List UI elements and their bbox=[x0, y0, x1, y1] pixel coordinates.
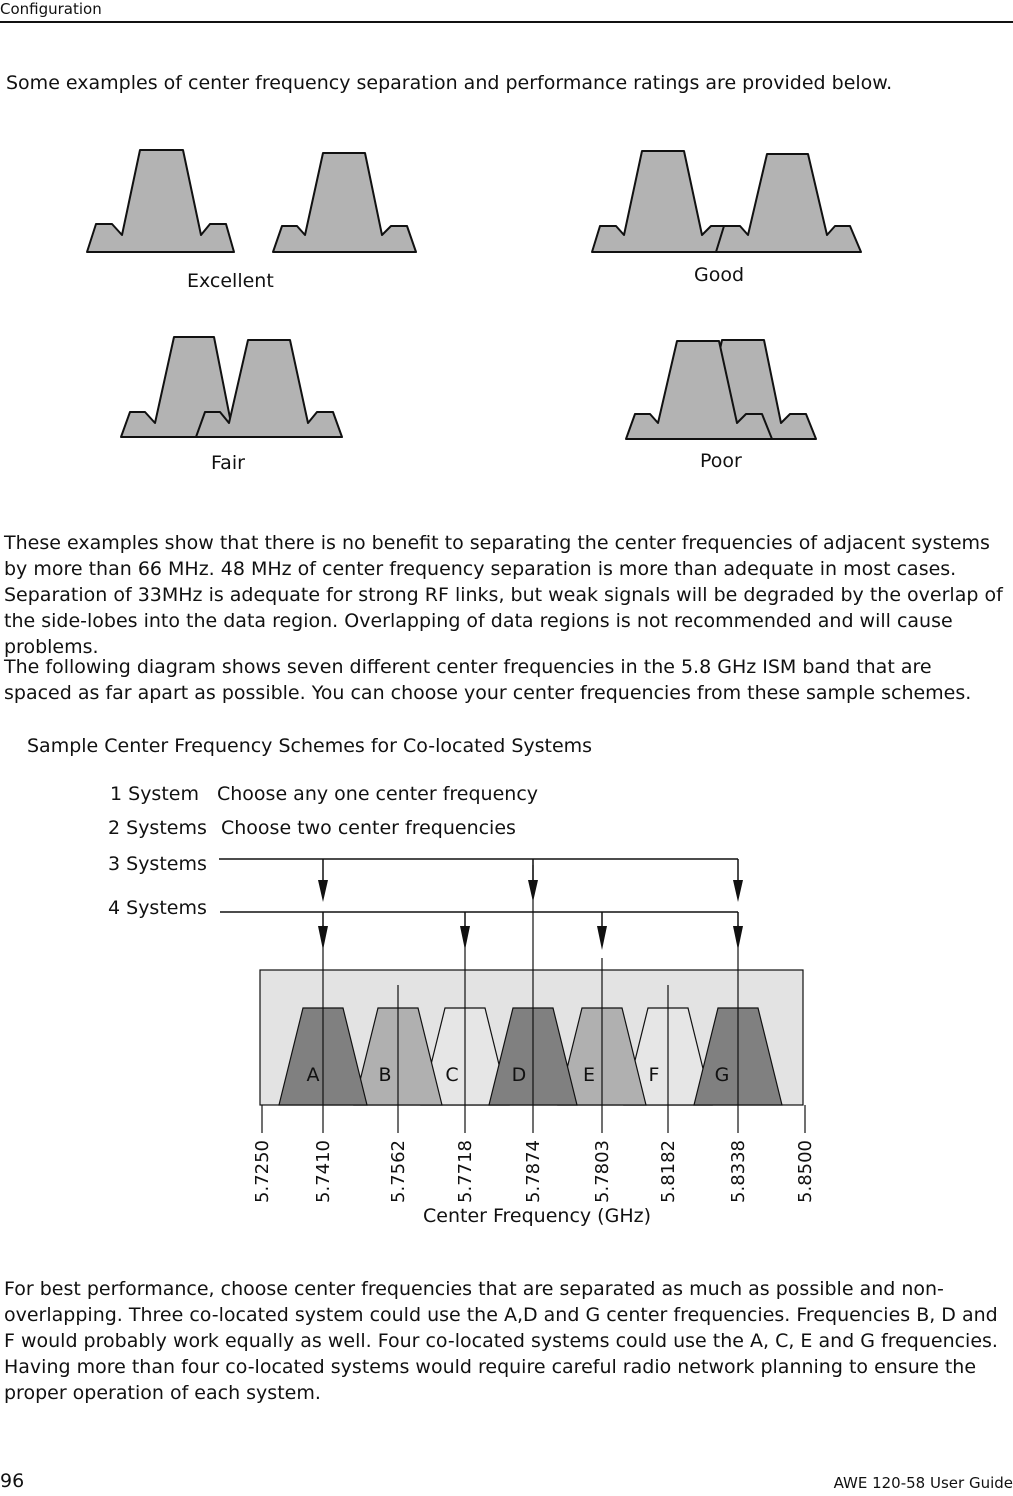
excellent-spectrum-right bbox=[273, 153, 416, 252]
rating-label-good: Good bbox=[694, 264, 745, 286]
frequency-tick-label: 5.7410 bbox=[313, 1140, 334, 1203]
arrow-head-3-a bbox=[318, 880, 328, 902]
arrow-head-3-g bbox=[733, 880, 743, 902]
page-number: 96 bbox=[0, 1470, 25, 1492]
diagram-title: Sample Center Frequency Schemes for Co-located Systems bbox=[27, 735, 593, 757]
system-1-label: 1 System bbox=[110, 783, 199, 805]
frequency-tick-label: 5.8338 bbox=[728, 1140, 749, 1203]
frequency-tick-label: 5.8182 bbox=[658, 1140, 679, 1203]
channel-label-b: B bbox=[378, 1064, 392, 1086]
system-1-desc: Choose any one center frequency bbox=[217, 783, 539, 805]
separation-paragraph: These examples show that there is no benefit to separating the center frequencies of adjacent systems by more than 66 MHz. 48 MHz of center frequency separation is more than adequate in most cases. Separation of 33MHz is adequate for strong RF links, but weak signals will be degraded by the overlap of the side-lobes into the data region. Overlapping of data regions is not recommended and will cause problems. bbox=[4, 532, 1003, 658]
frequency-tick-label: 5.7250 bbox=[252, 1140, 273, 1203]
rating-label-poor: Poor bbox=[700, 450, 742, 472]
frequency-tick-label: 5.7718 bbox=[455, 1140, 476, 1203]
system-3-label: 3 Systems bbox=[108, 853, 207, 875]
frequency-tick-label: 5.7874 bbox=[523, 1140, 544, 1203]
arrow-head-4-e bbox=[597, 926, 607, 950]
good-spectrum-left bbox=[592, 151, 735, 252]
channel-label-c: C bbox=[445, 1064, 459, 1086]
diagram-intro-paragraph: The following diagram shows seven different center frequencies in the 5.8 GHz ISM band that are spaced as far apart as possible. You can choose your center frequencies from these sample schemes. bbox=[4, 656, 972, 704]
good-spectrum-right bbox=[716, 154, 861, 252]
system-2-label: 2 Systems bbox=[108, 817, 207, 839]
section-header: Configuration bbox=[0, 0, 102, 18]
channel-label-g: G bbox=[714, 1064, 730, 1086]
x-axis-label: Center Frequency (GHz) bbox=[423, 1205, 651, 1227]
rating-label-excellent: Excellent bbox=[187, 270, 274, 292]
rating-label-fair: Fair bbox=[211, 452, 245, 474]
system-2-desc: Choose two center frequencies bbox=[221, 817, 516, 839]
guide-title: AWE 120-58 User Guide bbox=[833, 1474, 1013, 1492]
channel-label-e: E bbox=[582, 1064, 596, 1086]
system-4-label: 4 Systems bbox=[108, 897, 207, 919]
intro-paragraph: Some examples of center frequency separation and performance ratings are provided below. bbox=[6, 72, 893, 94]
frequency-scheme-diagram bbox=[0, 840, 1013, 1240]
frequency-tick-label: 5.8500 bbox=[795, 1140, 816, 1203]
header-rule bbox=[0, 21, 1013, 23]
rating-examples-figure bbox=[0, 140, 1013, 480]
recommendation-paragraph: For best performance, choose center frequencies that are separated as much as possible and non-overlapping. Three co-located system could use the A,D and G center frequencies. Frequencies B, D and F would probably work equally as well. Four co-located systems could use the A, C, E and G frequencies. Having more than four co-located systems would require careful radio network planning to ensure the proper operation of each system. bbox=[4, 1278, 998, 1404]
frequency-tick-label: 5.7562 bbox=[388, 1140, 409, 1203]
frequency-tick-label: 5.7803 bbox=[592, 1140, 613, 1203]
channel-label-d: D bbox=[511, 1064, 527, 1086]
channel-label-a: A bbox=[306, 1064, 320, 1086]
excellent-spectrum-left bbox=[87, 150, 234, 252]
channel-label-f: F bbox=[648, 1064, 660, 1086]
